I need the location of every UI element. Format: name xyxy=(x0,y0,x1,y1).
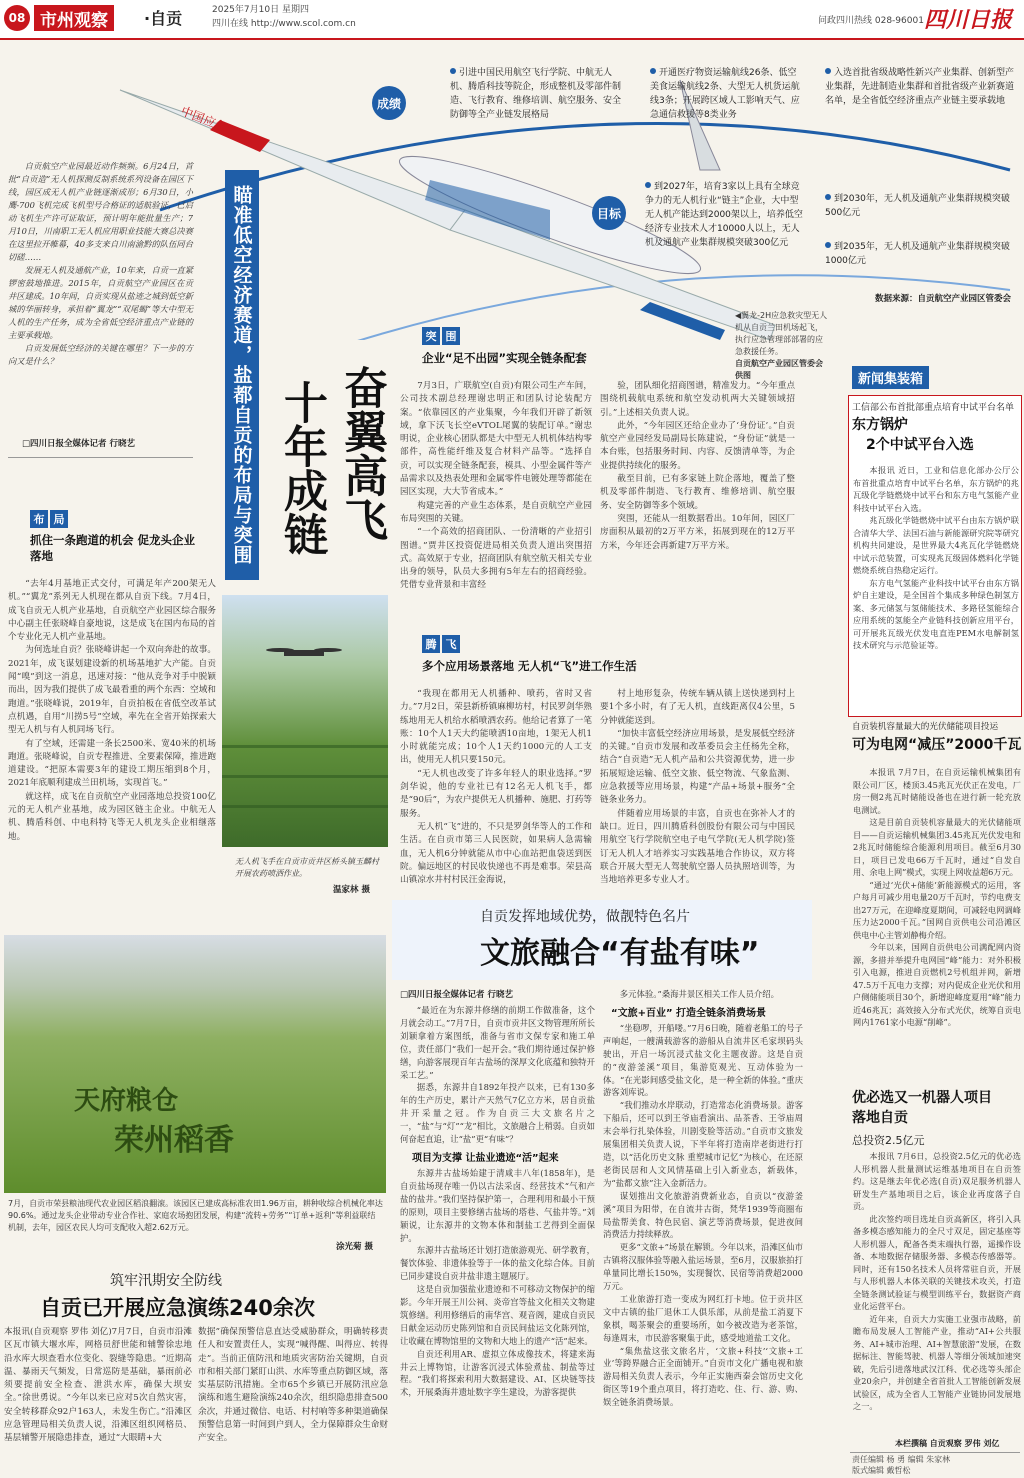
data-source: 数据来源：自贡航空产业园区管委会 xyxy=(875,294,1012,304)
news-3-byline: 本栏撰稿 自贡观察 罗伟 刘亿 xyxy=(895,1439,1000,1448)
plane-caption: ◀翼龙-2H应急救灾型无人机从自贡兰田机场起飞，执行应急管理部部署的应急救援任务。 自贡航空产业园区管委会供图 xyxy=(735,311,828,380)
news-1-title-line1: 东方锅炉 xyxy=(852,417,908,433)
drone-icon xyxy=(222,595,388,847)
tourism-col2: 多元体验。”桑海井景区相关工作人员介绍。 “文旅+百业” 打造全链条消费场景 “坐稳啰，开船喽。”7月6日晚，随着老船工的号子声响起，一艘满载游客的游船从自流井区毛家坝码头驶出，开启一场沉浸式盐文化主题夜游。这是自贡的“夜游釜溪”项目，集游览观光、互动体验为一体。“在光影间感受盐文化，是一种全新的体验。”重庆游客刘库说。 “我们推动水岸联动，打造常态化消费场景。游客下船后，还可以到王爷庙看演出、品茶香、王爷庙周末会举行扎染体验，川剧变脸等活动。”自贡市文旅发展集团相关负责人说，下半年将打造南岸老街进行打造，以“活化历史文脉 重塑城市记忆”为核心，在还原老街民居和人文风情基础上引入新业态，新载体，为“盐都文旅”注入金新活力。 谋划推出文化旅游消费新业态，自贡以“夜游釜溪”项目为阳带，在自流井古街，梵华1939等商圈布局盐帮美食、特色民宿、演艺等消费场景，促进夜间消费活力持续释放。 更多“文旅+”场景在解锁。今年以来，沿滩区仙市古镇将汉服体验等融入盐运场景，至6月，汉服旅拍打单量同比增长150%，实现餐饮、民宿等消费超2000万元。 工业旅游打造一变成为网红打卡地。位于贡井区文中古镇的盐厂退休工人俱乐部，从前是盐工消夏下象棋，喝茶聚会的重要场所，如今被改造为老茶馆，每逢周末，市民游客聚集于此，感受地道盐工文化。 “集焦盐这张文旅名片，‘文旅+科技’‘文旅+工业’等跨界融合正全面铺开。”自贡市文化广播电视和旅游局相关负责人表示，今年正实施西秦会馆历史文化街区等19个重点项目，将打造吃、住、行、游、购、娱全链条消费场景。 xyxy=(603,989,803,1408)
news-2-text: 本报讯 7月7日，在自贡运输机械集团有限公司厂区，楼顶3.45兆瓦光伏正在发电，厂房一侧2兆瓦时储能设备也在进行新一轮充放电测试。 这是目前自贡装机容量最大的光伏储能项目——自贡运输机械集团3.45兆瓦光伏发电和2兆瓦时储能综合能源利用项目。截至6月30日，项目已发电66万千瓦时，通过“自发自用、余电上网”模式，实现上网收益超6万元。 “通过‘光伏+储能’新能源模式的运用，客户每月可减少用电量20万千瓦时，节约电费支出27万元，在迎峰度夏期间，可减轻电网调峰压力达2000千瓦。”国网自贡供电公司沿滩区供电中心主管刘静梅介绍。 今年以来，国网自贡供电公司满配网内资源，多措并举提升电网国“峰”能力：对外积极引入电源，推进自贡燃机2号机组并网，新增47.5万千瓦电力支撑；对内促成企业光伏和用户侧储能项目30个，新增迎峰度夏用“峰”能力近46兆瓦；高效接入分布式光伏，统筹自贡电网内1761家小电源“削峰”。 xyxy=(853,767,1021,1027)
buju-title: 抓住一条跑道的机会 促龙头企业落地 xyxy=(30,533,196,563)
target-item-1: 到2027年，培育3家以上具有全球竞争力的无人机行业“链主”企业，大中型无人机产能达到2000架以上，培养低空经济专业技术人才10000人以上，无人机及通航产业集群规模突破300亿元 xyxy=(645,182,803,248)
news-2-kicker: 自贡装机容量最大的光伏储能项目投运 xyxy=(852,722,999,732)
headline-subtitle: 瞄准低空经济赛道，盐都自贡的布局与突围 xyxy=(225,170,259,580)
news-2-title: 可为电网“减压”2000千瓦 xyxy=(852,737,1022,753)
issue-date: 2025年7月10日 星期四 xyxy=(212,5,309,15)
farm-drone-photo xyxy=(222,595,388,847)
newspaper-logo: 四川日报 xyxy=(923,7,1012,33)
tengfei-col1: “我现在都用无人机播种、喷药，省时又省力。”7月2日，荣县新桥镇麻柳坊村，村民罗剑华熟练地用无人机给水稻喷洒农药。他给记者算了一笔账：10个人1天大约能喷洒10亩地，1架无人机1小时就能完成；10个人1天约1000元的人工支出，使用无人机只要150元。 “无人机也改变了许多年轻人的职业选择。”罗剑华说，他的专业社已有12名无人机飞手，都是“90后”，为农户提供无人机播种、施肥、打药等服务。 无人机“飞”进的，不只是罗剑华等人的工作和生活。在自贡市第三人民医院，如果病人急需输血，无人机6分钟就能从市中心血站把血袋送到医院。偏远地区的村民收快递也不再是难事。荣县高山镇凉水井村村民汪金海说， xyxy=(400,689,592,886)
news-1-title-line2: 2个中试平台入选 xyxy=(866,437,974,453)
intro-byline: □四川日报全媒体记者 行晓艺 xyxy=(22,439,135,449)
target-item-2: 到2030年，无人机及通航产业集群规模突破500亿元 xyxy=(825,194,1010,218)
rice-sign-1: 天府粮仓 xyxy=(74,1086,179,1116)
tuwei-col2: 验，团队细化招商图谱，精准发力。“今年重点围绕机载航电系统和航空发动机两大关键领域招引。”上述相关负责人说。 此外，“今年园区还给企业办了‘身份证’。”自贡航空产业园经发局副局长陈建说，“身份证”就是一本台账，包括服务时间、内容、反馈清单等，为企业提供持续化的服务。 截至目前，已有多家链上院企落地，覆盖了整机及零部件制造、飞行教育、维修培训、航空服务、安全防御等多个领域。 突围，还能从一组数据看出。10年间，园区厂房面积从最初的2万平方米，拓展到现在的12万平方米，今年还会再新建7万平方米。 xyxy=(600,381,795,551)
bullet-icon xyxy=(650,68,656,74)
hotline: 问政四川热线 028-96001 xyxy=(818,16,924,26)
rice-field-photo xyxy=(4,935,386,1193)
buju-text: “去年4月基地正式交付，可满足年产200架无人机。”“翼龙”系列无人机现在都从自贡下线。7月4日，成飞自贡无人机产业基地，自贡航空产业园区综合服务中心副主任张晓峰自豪地说，这是成飞在国内布局的首个专业化无人机产业基地。 为何选址自贡？张晓峰讲起一个双向奔赴的故事。2021年，成飞谋划建设新的机场基地扩大产能。自贡闻“嗅”到这一消息，迅速对接：“他从竞争对手中脱颖而出，因为我们提供了成飞最看重的两个东西：空域和跑道。”张晓峰说，2019年，自贡拍板在省低空改革试点机遇，自用“川捞5号”空域，率先在全省开始探索大型无人机与有人机同场飞行。 有了空域，还需建一条长2500米、宽40米的机场跑道。张晓峰说，自贡专程推进、全要素保障，推进跑道建设。“把原本需要3年的建设工期压缩到8个月，2021年底顺利建成兰田机场，实现首飞。” 就这样，成飞在自贡航空产业园落地总投资100亿元的无人机产业基地，成为园区链主企业。中航无人机、腾盾科创、中电科特飞等无人机龙头企业相继落地。 xyxy=(8,579,216,842)
rice-sign-2: 荣州稻香 xyxy=(114,1123,234,1158)
tourism-col1: “最近在为东源井修缮的前期工作做准备，这个月就会动工。”7月7日，自贡市贡井区文物管理所所长刘颖拿着方案图纸，准备与省市文保专家和施工单位，责任部门“我们一起开会。”我们期待通过保护修缮，向游客展现百年古盐场的深厚文化底蕴和独特开采工艺。” 据悉，东源井自1892年投产以来，已有130多年的生产历史，累计产天然气7亿立方米，居自贡盐井开采量之冠。作为自贡三大文旅名片之一，“盐”与“灯”“龙”相比，文旅融合上稍弱。自贡如何奋起直追，让“盐”更“有味”？ 项目为支撑 让盐业遗迹“活”起来 东源井古盐场始建于清咸丰八年(1858年)，是自贡盐场现存唯一仍以古法采卤、经营技术“气和产盐的盐井。”我们坚持保护第一，合理利用和最小干预的原则，项目主要修缮古盐场的塔巷、气盐井等。”刘颖说，让东源井的文物本体和制盐工艺得到全面保护。 东源井古盐场还计划打造旅游观光、研学教育，餐饮体验、非遗体验等于一体的盐文化综合体。目前已同步建设自贡井盐非遗主题展厅。 这是自贡加强盐业遗迹和不可移动文物保护的缩影。今年开展王川公祠、炎帝宫等盐文化相关文物建筑修缮。利用修缮后的南华宫、观音阁，建成自贡民日献金运动历史陈列馆和自贡民间盐运文化陈列馆，让收藏在博物馆里的文物和大地上的遗产“活”起来。 自贡还利用AR、虚拟立体成像技术，将建来海井云上博物馆，让游客沉浸式体验煮盐、制盐等过程。“我们将探索利用大数据建设、AI、区块链等技术，开展桑海井遗址数字孪生建设，为游客提供 xyxy=(400,1005,595,1398)
intro-text: 自贡航空产业园最近动作频频。6月24日，首批“自贡造”无人机探测反制系统系列设备在园区下线，园区成无人机产业链逐渐成形；6月30日，小鹰-700飞机完成飞机型号合格证的适航验证，已启动飞机生产许可证取证，预计明年能批量生产；7月10日，川南职工无人机应用职业技能大赛总决赛在这里拉开帷幕，40多支来自川南渝黔的队伍同台切磋…… 发展无人机及通航产业，10年来，自贡一直紧锣密鼓地推进。2015年，自贡航空产业园区在贡井区建成。10年间，自贡实现从盐迹之城到低空新城的华丽转身，承担着“翼龙”“双尾蝎”等大中型无人机的生产任务，成为全省低空经济重点产业链的主要承载地。 自贡发展低空经济的关键在哪里？下一步的方向又是什么？ xyxy=(8,161,193,366)
flood-col1: 本报讯(自贡观察 罗伟 刘亿)7月7日，自贡市沿滩区瓦市镇大堰水库，网格员舒世能和辅警徐忠地沿水库大坝查看水位变化、裂缝等隐患。“近期高温、暴雨天气频发，日常巡防是基础，暴雨前必须要提前安全检查、泄洪水库，确保大坝安全。”徐世勇说。“今年以来已应对5次自然灾害，安全转移群众92户163人，未发生伤亡。”沿滩区应急管理局相关负责人说，沿滩区组织网格员、基层辅警开展隐患排查，通过“大眼睛+大 xyxy=(4,1327,192,1444)
tuwei-title: 企业“足不出园”实现全链条配套 xyxy=(422,351,587,365)
headline-col2: 十年成链 xyxy=(276,380,327,556)
tourism-subhead-1: 项目为支撑 让盐业遗迹“活”起来 xyxy=(412,1152,559,1164)
rice-photo-credit: 涂光菊 摄 xyxy=(336,1242,373,1252)
page-number: 08 xyxy=(4,5,30,31)
bullet-icon xyxy=(825,242,831,248)
footer-credits: 责任编辑 杨 勇 编辑 朱家林 版式编辑 戴哲松 xyxy=(852,1455,951,1475)
result-item-1: 引进中国民用航空飞行学院、中航无人机、腾盾科技等院企，形成整机及零部件制造、飞行教育、维修培训、航空服务、安全防御等全产业链发展格局 xyxy=(450,68,622,120)
divider xyxy=(8,457,193,458)
tourism-byline: □四川日报全媒体记者 行晓艺 xyxy=(400,990,513,1000)
buju-tag: 布 局 xyxy=(30,510,68,528)
result-item-3: 入选首批省级战略性新兴产业集群、创新型产业集群，先进制造业集群和首批省级产业新赛道名单，是全省低空经济重点产业链主要承载地 xyxy=(825,68,1015,106)
flood-kicker: 筑牢汛期安全防线 xyxy=(110,1273,222,1289)
section-title: 市州观察 xyxy=(34,5,114,31)
tengfei-title: 多个应用场景落地 无人机“飞”进工作生活 xyxy=(422,659,637,673)
flood-col2: 数据”确保预警信息直达受威胁群众，明确转移责任人和安置责任人，实现“喊得醒、叫得应、转得走”。当前正值防汛和地质灾害防治关键期，自贡市和相关部门紧盯山洪、水库等重点防御区域，落实基层防汛措施。全市65个乡镇已开展防汛应急演练和逃生避险演练240余次，组织隐患排查500余次，并通过微信、电话、村村响等多种渠道确保预警信息第一时间到户到人，全力保障群众生命财产安全。 xyxy=(198,1327,388,1444)
tourism-title: 文旅融合“有盐有味” xyxy=(480,936,760,971)
drone-photo-caption: 无人机飞手在自贡市贡井区桥头镇玉麟村开展农药喷洒作业。 xyxy=(235,857,379,878)
flood-title: 自贡已开展应急演练240余次 xyxy=(40,1296,315,1320)
tuwei-col1: 7月3日，广联航空(自贡)有限公司生产车间，公司技术副总经理谢忠明正和团队讨论装配方案。“依靠园区的产业集聚，今年我们开辟了新领域，拿下沃飞长空eVTOL尾翼的装配订单。”谢忠明说，企业核心团队都是大中型无人机机体结构零部件，高性能纤维及复合材料产品等。“选择自贡，可以实现全链条配套，模具、小型金属件等产品需求以及热表处理和金属零件电镀处理等都能在园区实现，大大节省成本。” 构建完善的产业生态体系，是自贡航空产业园布局突围的关键。 “一个高效的招商团队、一份清晰的产业招引图谱。”贾井区投资促进局相关负责人道出突围招式。高效原于专业，招商团队有航空航天相关专业出身的领导，队员大多拥有5年左右的招商经验。凭借专业背景和丰富经 xyxy=(400,381,592,591)
drone-photo-credit: 温家林 摄 xyxy=(333,885,370,895)
footer-divider xyxy=(850,1452,1020,1453)
target-item-3: 到2035年，无人机及通航产业集群规模突破1000亿元 xyxy=(825,242,1010,266)
results-label: 成绩 xyxy=(372,86,406,120)
news-box-label: 新闻集装箱 xyxy=(852,366,929,389)
result-item-2: 开通医疗物资运输航线26条、低空美食运输航线2条、大型无人机货运航线3条；开展跨区域人工影响天气、应急通信救援等8类业务 xyxy=(650,68,800,120)
news-1-text: 本报讯 近日，工业和信息化部办公厅公布首批重点培育中试平台名单，东方锅炉的兆瓦级化学链燃烧中试平台和东方电气氢能产业科技中试平台入选。 兆瓦级化学链燃烧中试平台由东方锅炉联合清华大学、法国石油与新能源研究院等研究机构共同建设，是世界最大4兆瓦化学链燃烧中试示范装置，可实现兆瓦级固体燃料化学链燃烧系统自热稳定运行。 东方电气氢能产业科技中试平台由东方锅炉自主建设，是全国首个集成多种绿色制氢方案、多元储氢与氢储能技术、多路径氢能综合应用系统的氢能全产业链科技创新应用平台，可开展兆瓦级光伏发电直连PEM水电解制氢技术研究与示范验证等。 xyxy=(853,465,1019,650)
rice-photo-caption: 7月，自贡市荣县粮油现代农业园区稻浪翻滚。该园区已建成高标准农田1.96万亩，耕种收综合机械化率达90.6%。通过龙头企业带动专业合作社、家庭农场抱团发展，构建“流转+劳务”“订单+返利”等利益联结机制，去年，园区农民人均可支配收入超2.62万元。 xyxy=(8,1199,383,1232)
tuwei-tag: 突 围 xyxy=(422,327,460,345)
headline-col1: 奋翼高飞 xyxy=(336,365,387,541)
news-3-title: 优必选又一机器人项目 落地自贡 xyxy=(852,1090,992,1126)
section-subtitle: ·自贡 xyxy=(144,9,183,28)
tourism-subhead-2: “文旅+百业” 打造全链条消费场景 xyxy=(611,1007,767,1019)
tourism-kicker: 自贡发挥地域优势，做靓特色名片 xyxy=(480,909,690,925)
targets-label: 目标 xyxy=(592,196,626,230)
tengfei-tag: 腾 飞 xyxy=(422,635,460,653)
bullet-icon xyxy=(825,194,831,200)
news-3-text: 本报讯 7月6日，总投资2.5亿元的优必选人形机器人批量测试运维基地项目在自贡签约。这是继去年优必选(自贡)双足服务机器人研发生产基地项目之后，该企业再度落子自贡。 此次签约项目选址自贡高新区，将引入具备多模态感知能力的全尺寸双足，固定基座等人形机器人，配备各类末端执行器，遥操作设备、本地数据存储服务器、多模态传感器等。同时，还有150名技术人员将常驻自贡，开展与人形机器人本体关联的关键技术攻关，打造全链条测试验证与模型训练平台，数据资产商业化运营平台。 近年来，自贡大力实施工业强市战略，前瞻布局发展人工智能产业，推动“AI+公共服务、AI+城市治理、AI+智慧旅游”发展，在数据标注、智能驾驶、机器人等细分领域加速突破，先后引进落地武汉江科、优必选等头部企业20余户，并创建全省首批人工智能创新发展试验区，成为全省人工智能产业链协同发展地之一。 xyxy=(853,1151,1021,1411)
news-3-subtitle: 总投资2.5亿元 xyxy=(852,1134,925,1147)
news-1-kicker: 工信部公布首批部重点培育中试平台名单 xyxy=(852,403,1015,413)
bullet-icon xyxy=(825,68,831,74)
bullet-icon xyxy=(450,68,456,74)
site-url[interactable]: 四川在线 http://www.scol.com.cn xyxy=(212,19,356,29)
tengfei-col2: 村上地形复杂，传统车辆从镇上送快递到村上要1个多小时，有了无人机，直线距离仅4公里，5分钟就能送到。 “加快丰富低空经济应用场景，是发展低空经济的关键。”自贡市发展和改革委员会主任杨先全称，结合“自贡造”无人机产品和公共资源优势，进一步拓展短途运输、低空文旅、低空物流、气象监测、应急救援等应用场景，构建“产品+场景+服务”全链条业务力。 伴随着应用场景的丰富，自贡也在弥补人才的缺口。近日，四川腾盾科创股份有限公司与中国民用航空飞行学院航空电子电气学院(无人机学院)签订无人机人才培养实习实践基地合作协议，双方将联合开展大型无人驾驶航空器人员执照培训等，为当地培养更多专业人才。 xyxy=(600,689,795,886)
svg-text:中国应急: 中国应急 xyxy=(178,103,229,135)
bullet-icon xyxy=(645,182,651,188)
